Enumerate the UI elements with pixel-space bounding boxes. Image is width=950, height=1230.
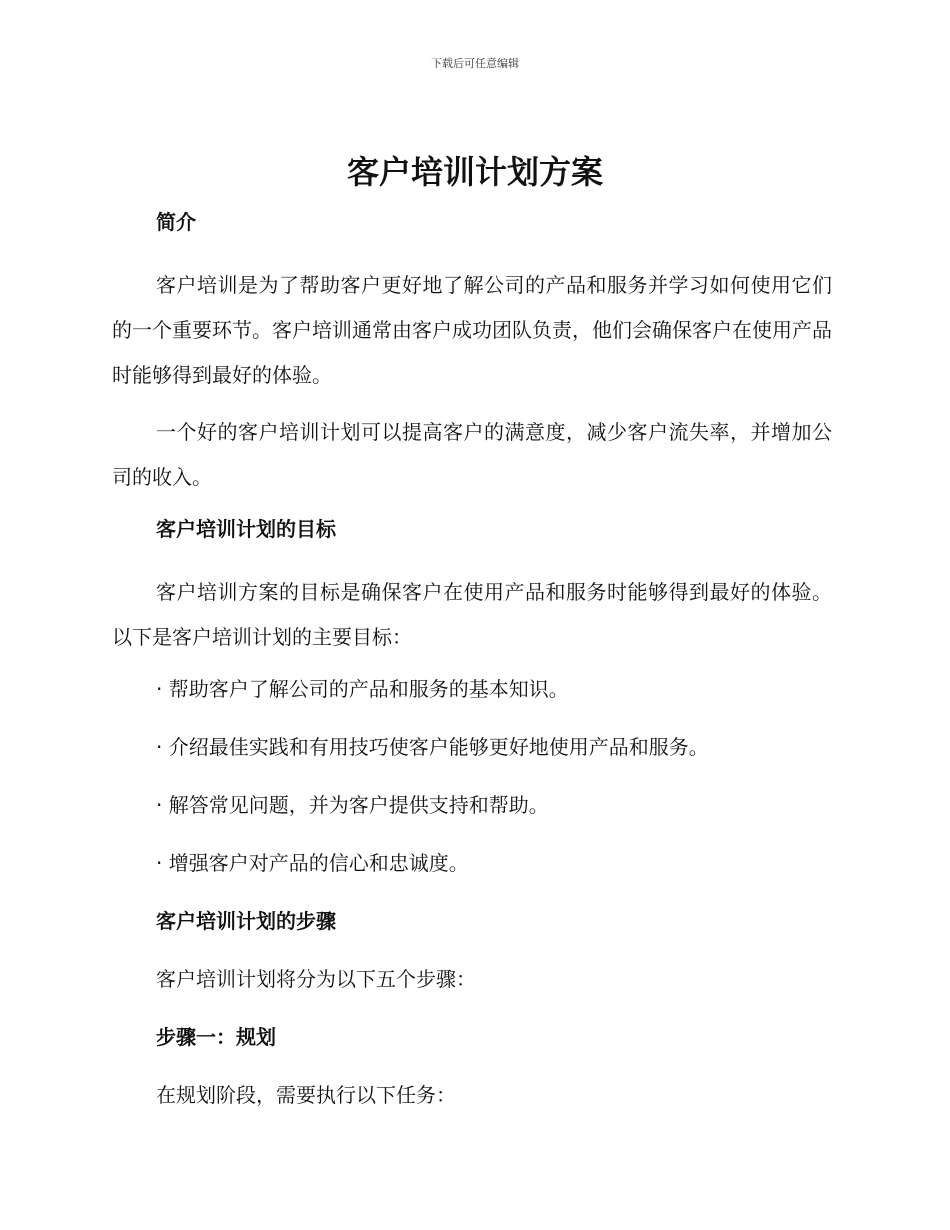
section-heading-intro: 简介 bbox=[156, 210, 196, 234]
section-heading-steps: 客户培训计划的步骤 bbox=[156, 909, 336, 933]
page-header-note: 下载后可任意编辑 bbox=[431, 57, 519, 70]
section-heading-goals: 客户培训计划的目标 bbox=[156, 517, 336, 541]
steps-paragraph: 客户培训计划将分为以下五个步骤： bbox=[156, 967, 476, 991]
goal-item: · 帮助客户了解公司的产品和服务的基本知识。 bbox=[156, 677, 569, 701]
document-body bbox=[112, 205, 832, 1136]
goals-paragraph: 客户培训方案的目标是确保客户在使用产品和服务时能够得到最好的体验。以下是客户培训计划的主要目标： bbox=[112, 580, 832, 649]
intro-paragraph-2: 一个好的客户培训计划可以提高客户的满意度，减少客户流失率，并增加公司的收入。 bbox=[112, 420, 832, 489]
document-title: 客户培训计划方案 bbox=[346, 153, 603, 191]
goal-item: · 增强客户对产品的信心和忠诚度。 bbox=[156, 851, 469, 875]
goal-item: · 解答常见问题，并为客户提供支持和帮助。 bbox=[156, 793, 549, 817]
intro-paragraph-1: 客户培训是为了帮助客户更好地了解公司的产品和服务并学习如何使用它们的一个重要环节。客户培训通常由客户成功团队负责，他们会确保客户在使用产品时能够得到最好的体验。 bbox=[112, 273, 832, 387]
step1-paragraph: 在规划阶段，需要执行以下任务： bbox=[156, 1083, 456, 1107]
step1-heading: 步骤一：规划 bbox=[156, 1025, 276, 1049]
goal-item: · 介绍最佳实践和有用技巧使客户能够更好地使用产品和服务。 bbox=[156, 735, 709, 759]
